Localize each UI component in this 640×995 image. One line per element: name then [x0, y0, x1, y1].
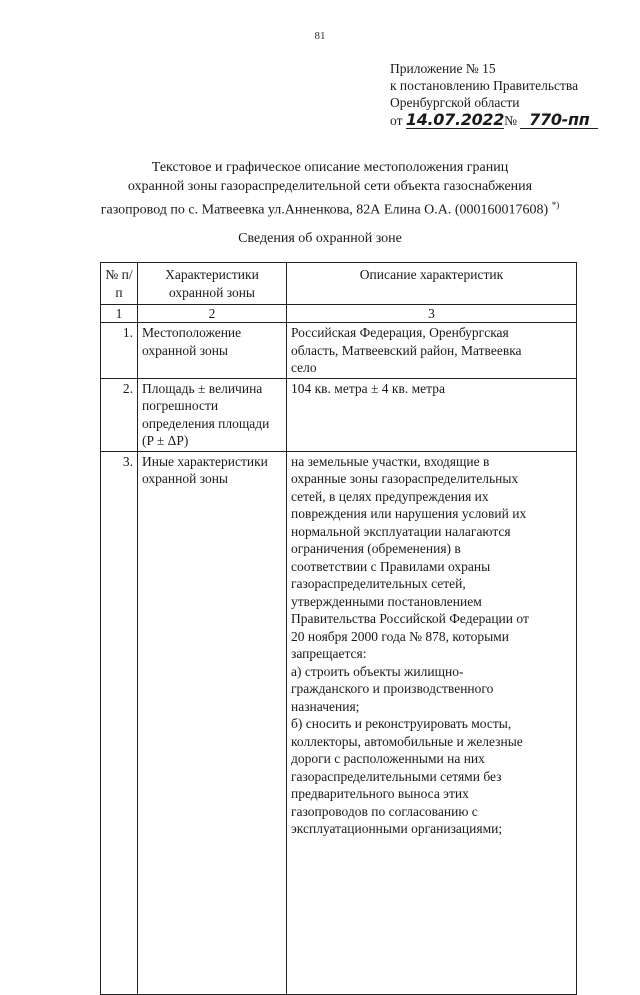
description-line: утвержденными постановлением	[291, 593, 482, 609]
handwritten-date: 14.07.2022	[405, 110, 505, 129]
appendix-block	[390, 60, 598, 129]
handwritten-number: 770-пп	[520, 111, 598, 129]
number-sign: №	[504, 113, 517, 128]
description-line: повреждения или нарушения условий их	[291, 506, 527, 521]
header-description: Описание характеристик	[287, 263, 577, 305]
row-number: 1.	[101, 323, 138, 379]
from-prefix: от	[390, 113, 403, 128]
description-line: б) сносить и реконструировать мосты,	[291, 716, 512, 731]
description-line: нормальной эксплуатации налагаются	[291, 523, 511, 539]
description-line: газораспределительных сетей,	[291, 576, 466, 591]
row-characteristic: Площадь ± величина погрешности определения площади (P ± ΔP)	[138, 378, 287, 451]
description-line: предварительного выноса этих	[291, 786, 469, 801]
description-line: запрещается:	[291, 646, 367, 661]
column-number-1: 1	[101, 305, 138, 323]
table-row	[101, 378, 577, 451]
description-line: коллекторы, автомобильные и железные	[291, 733, 523, 749]
description-line: село	[291, 360, 317, 375]
title-line-3	[60, 196, 600, 220]
appendix-date-line	[390, 111, 598, 129]
description-line: газораспределительными сетями без	[291, 768, 502, 784]
description-line: эксплуатационными организациями;	[291, 821, 503, 836]
description-line: назначения;	[291, 698, 360, 714]
row-number: 3.	[101, 451, 138, 994]
description-line: сетей, в целях предупреждения их	[291, 488, 489, 504]
description-line: ограничения (обременения) в	[291, 541, 461, 556]
table-row	[101, 451, 577, 994]
description-line: Российская Федерация, Оренбургская	[291, 325, 509, 340]
column-number-3: 3	[287, 305, 577, 323]
column-number-2: 2	[138, 305, 287, 323]
row-characteristic: Местоположение охранной зоны	[138, 323, 287, 379]
row-description	[287, 451, 577, 994]
row-description	[287, 378, 577, 451]
title-line-1: Текстовое и графическое описание местоположения границ	[151, 160, 509, 175]
description-line: 104 кв. метра ± 4 кв. метра	[291, 380, 445, 396]
appendix-line-1: Приложение № 15	[390, 61, 496, 76]
header-number: № п/п	[101, 263, 138, 305]
title-line-2: охранной зоны газораспределительной сети объекта газоснабжения	[127, 179, 533, 194]
description-line: дороги с расположенными на них	[291, 751, 485, 766]
page-number: 81	[314, 30, 326, 42]
document-title	[60, 158, 600, 220]
description-line: 20 ноября 2000 года № 878, которыми	[291, 628, 509, 644]
row-description	[287, 323, 577, 379]
table-header-row	[101, 263, 577, 305]
description-line: а) строить объекты жилищно-	[291, 663, 464, 679]
header-characteristic: Характеристики охранной зоны	[138, 263, 287, 305]
row-characteristic: Иные характеристики охранной зоны	[138, 451, 287, 994]
footnote-mark: *)	[551, 200, 560, 210]
appendix-line-2: к постановлению Правительства	[390, 78, 579, 93]
description-line: область, Матвеевский район, Матвеевка	[291, 342, 522, 358]
zone-info-table	[100, 262, 577, 995]
description-line: гражданского и производственного	[291, 681, 494, 696]
table-row	[101, 323, 577, 379]
description-line: Правительства Российской Федерации от	[291, 611, 529, 626]
description-line: соответствии с Правилами охраны	[291, 558, 491, 574]
column-number-row	[101, 305, 577, 323]
description-line: охранные зоны газораспределительных	[291, 471, 519, 486]
title-line-3-text: газопровод по с. Матвеевка ул.Анненкова, 82А Елина О.А. (000160017608)	[100, 202, 549, 218]
row-number: 2.	[101, 378, 138, 451]
appendix-line-3: Оренбургской области	[390, 95, 520, 110]
description-line: на земельные участки, входящие в	[291, 453, 490, 469]
description-line: газопроводов по согласованию с	[291, 803, 478, 819]
section-subtitle: Сведения об охранной зоне	[238, 231, 402, 246]
